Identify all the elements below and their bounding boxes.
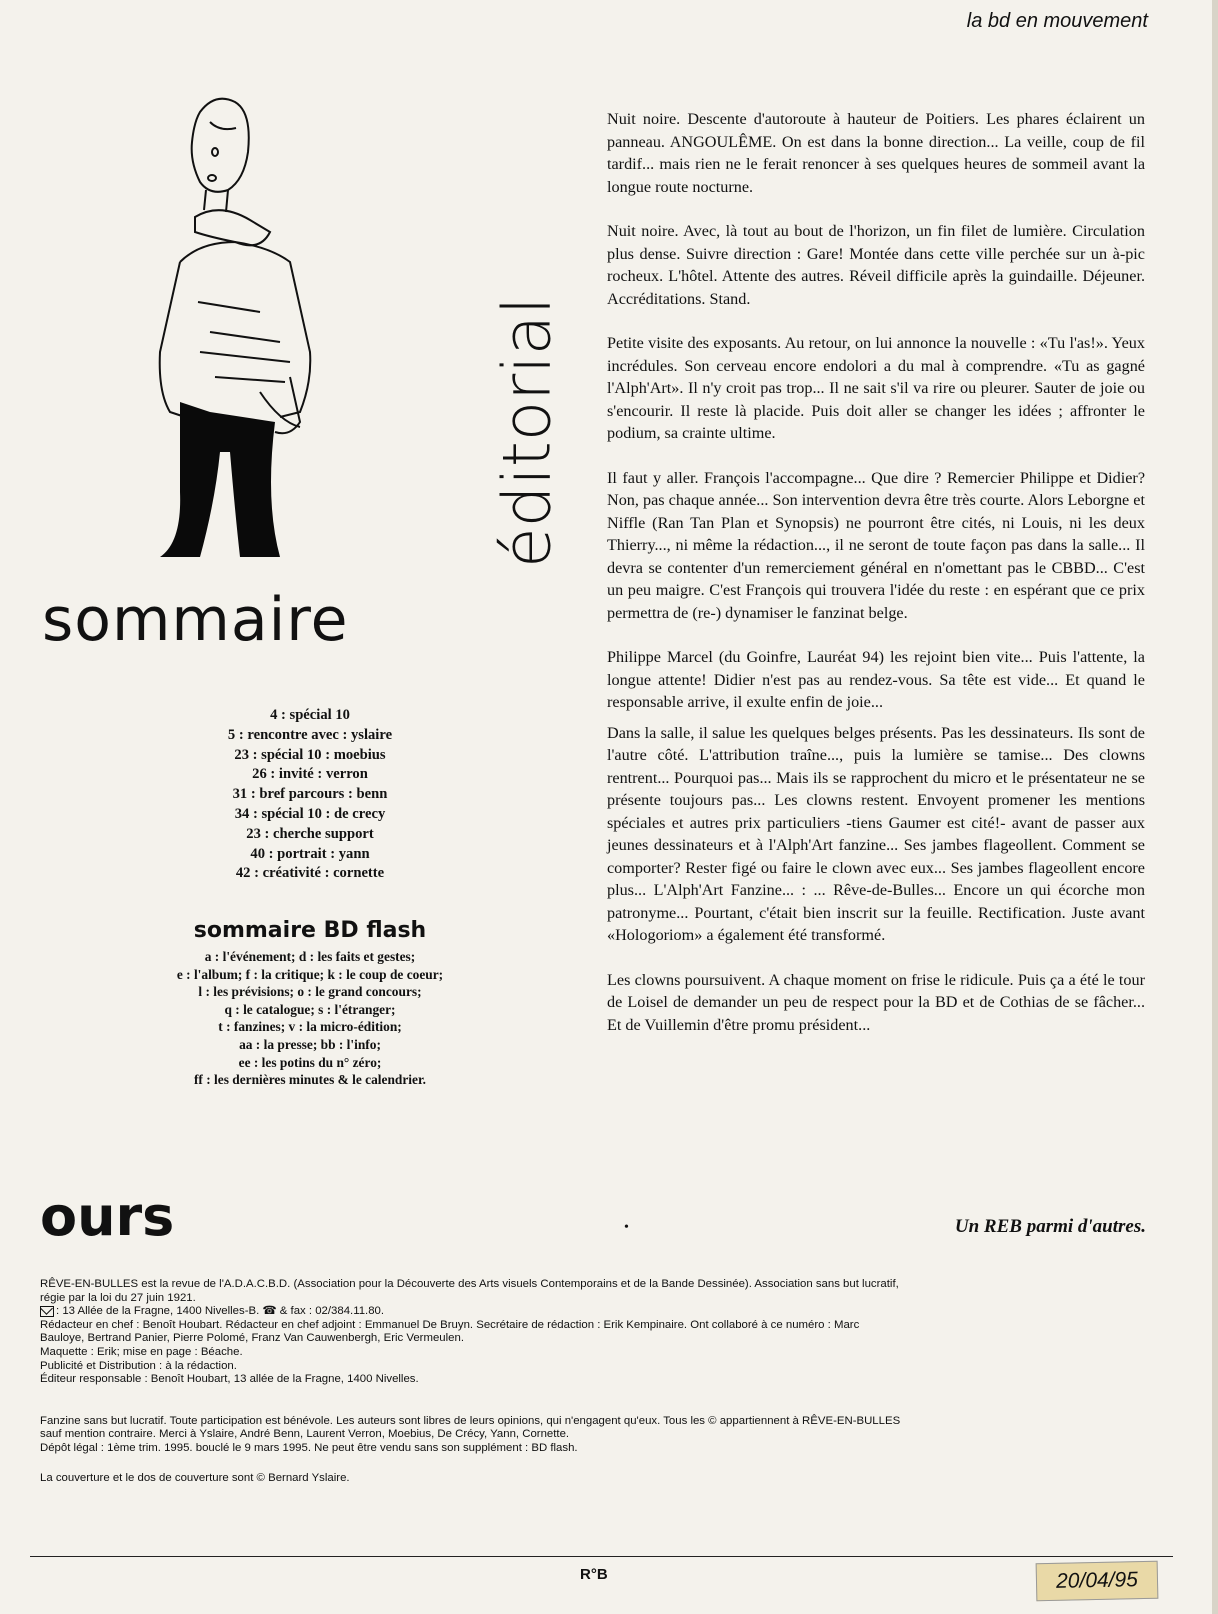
flash-item: q : le catalogue; s : l'étranger;: [224, 1001, 396, 1017]
page-edge: [1212, 0, 1218, 1614]
editorial-article: [607, 108, 1145, 1058]
cover-credit: La couverture et le dos de couverture sont © Bernard Yslaire.: [40, 1471, 350, 1484]
toc-item: 26 : invité : verron: [252, 766, 368, 783]
credits-address-line: [40, 1305, 1130, 1319]
toc-item: 31 : bref parcours : benn: [232, 786, 388, 803]
article-paragraph: Philippe Marcel (du Goinfre, Lauréat 94) les rejoint bien vite... Puis l'attente, la longue attente! Didier n'est pas au rendez-vous. Sa tête est vide... Et quand le responsable arrive, il exulte enfin de joie...: [607, 648, 1145, 711]
credits-line: Fanzine sans but lucratif. Toute participation est bénévole. Les auteurs sont libres de leurs opinions, qui n'engagent qu'eux. Tous les © appartiennent à RÊVE-EN-BULLES: [40, 1414, 901, 1427]
envelope-icon: [40, 1306, 54, 1317]
ours-title: ours: [40, 1185, 175, 1248]
article-paragraph: Nuit noire. Descente d'autoroute à hauteur de Poitiers. Les phares éclairent un panneau. ANGOULÊME. On est dans la bonne direction... La veille, coup de fil tardif... mais rien ne le ferait renoncer à ses quelques heures de sommeil avant la longue route nocturne.: [607, 110, 1145, 196]
flash-item: ee : les potins du n° zéro;: [238, 1054, 382, 1070]
editorial-heading: éditorial: [488, 296, 566, 568]
spacer: [40, 1401, 1130, 1415]
bd-flash-title: sommaire BD flash: [193, 918, 427, 943]
article-signature: Un REB parmi d'autres.: [954, 1216, 1146, 1237]
credits-line: Dépôt légal : 1ème trim. 1995. bouclé le 9 mars 1995. Ne peut être vendu sans son supplément : BD flash.: [40, 1441, 578, 1454]
header-tagline: la bd en mouvement: [966, 10, 1148, 32]
spacer: [40, 1456, 1130, 1472]
flash-item: a : l'événement; d : les faits et gestes;: [204, 949, 416, 964]
credits-line: sauf mention contraire. Merci à Yslaire, André Benn, Laurent Verron, Moebius, De Crécy, Yann, Cornette.: [40, 1428, 570, 1441]
article-paragraph: Dans la salle, il salue les quelques belges présents. Pas les dessinateurs. Ils sont de l'autre côté. L'attribution traîne..., puis la lumière se tamise... Des clowns rentrent... Pourquoi pas... Mais ils se rapprochent du micro et le présentateur ne se présente toujours pas... Les clowns restent. Envoyent promener les mentions spéciales et autres prix particuliers -tiens Gaumer est cité!- avant de passer aux jeunes dessinateurs et à l'Alph'Art fanzine... Ses jambes flageollent. Comment se comporter? Rester figé ou faire le clown avec eux... Ses jambes flageollent encore plus... L'Alph'Art Fanzine... : ... Rêve-de-Bulles... Encore un qui écorche mon patronyme... Pourtant, c'était bien inscrit sur la feuille. Rectification. Juste avant «Hologoriom» a également été transformé.: [607, 723, 1145, 944]
footer-rule: [30, 1556, 1173, 1557]
flash-item: ff : les dernières minutes & le calendrier.: [193, 1072, 427, 1088]
credits-line: Éditeur responsable : Benoît Houbart, 13 allée de la Fragne, 1400 Nivelles.: [40, 1373, 419, 1386]
table-of-contents: [40, 706, 580, 884]
toc-item: 23 : spécial 10 : moebius: [234, 746, 386, 763]
sommaire-title: sommaire: [42, 585, 349, 655]
flash-item: e : l'album; f : la critique; k : le coup de coeur;: [176, 966, 444, 982]
page-mark: R°B: [580, 1566, 608, 1583]
toc-item: 4 : spécial 10: [270, 707, 350, 723]
article-paragraph: Petite visite des exposants. Au retour, on lui annonce la nouvelle : «Tu l'as!». Yeux incrédules. Son cerveau encore endolori a du mal à comprendre. «Tu as gagné l'Alph'Art». Il n'y croit pas trop... Il ne sait s'il va rire ou pleurer. Sauter de joie ou s'encourir. Il reste là placide. Puis doit aller se changer les idées ; affronter le podium, sa crainte ultime.: [607, 334, 1145, 442]
toc-item: 42 : créativité : cornette: [235, 865, 385, 882]
credits-line: Publicité et Distribution : à la rédaction.: [40, 1359, 237, 1372]
bullet-mark: •: [624, 1220, 629, 1235]
spacer: [40, 1387, 1130, 1401]
credits-line: RÊVE-EN-BULLES est la revue de l'A.D.A.C.B.D. (Association pour la Découverte des Arts visuels Contemporains et de la Bande Dessinée). Association sans but lucratif,: [40, 1278, 899, 1290]
handwritten-date-stamp: 20/04/95: [1036, 1561, 1159, 1602]
credits-block: [40, 1278, 1130, 1485]
credits-address-text: : 13 Allée de la Fragne, 1400 Nivelles-B. ☎ & fax : 02/384.11.80.: [56, 1305, 385, 1318]
bd-flash-index: [40, 948, 580, 1089]
credits-line: Rédacteur en chef : Benoît Houbart. Rédacteur en chef adjoint : Emmanuel De Bruyn. Secrétaire de rédaction : Erik Kempinaire. Ont collaboré à ce numéro : Marc: [40, 1318, 860, 1331]
credits-line: Maquette : Erik; mise en page : Béache.: [40, 1345, 243, 1358]
article-paragraph: Nuit noire. Avec, là tout au bout de l'horizon, un fin filet de lumière. Circulation plus dense. Suivre direction : Gare! Montée dans cette ville perchée sur un à-pic rocheux. L'hôtel. Attente des autres. Réveil difficile après la guindaille. Déjeuner. Accréditations. Stand.: [607, 222, 1145, 308]
toc-item: 34 : spécial 10 : de crecy: [234, 805, 386, 822]
flash-item: l : les prévisions; o : le grand concours;: [198, 984, 422, 1000]
flash-item: t : fanzines; v : la micro-édition;: [218, 1019, 402, 1035]
toc-item: 5 : rencontre avec : yslaire: [227, 726, 393, 743]
flash-item: aa : la presse; bb : l'info;: [239, 1036, 381, 1052]
credits-line: Bauloye, Bertrand Panier, Pierre Polomé, Franz Van Cauwenbergh, Eric Vermeulen.: [40, 1332, 464, 1345]
toc-item: 40 : portrait : yann: [250, 845, 370, 862]
woman-illustration: [140, 92, 340, 562]
credits-line: régie par la loi du 27 juin 1921.: [40, 1291, 196, 1304]
article-paragraph: Il faut y aller. François l'accompagne... Que dire ? Remercier Philippe et Didier? Non, pas chaque année... Son intervention devra être très courte. Alors Leborgne et Niffle (Ran Tan Plan et Synopsis) ne pourront être cités, ni Louis, ni les deux Thierry..., ni même la rédaction..., il ne seront de toute façon pas dans la salle... Il devra se contenter d'un remerciement général en n'omettant pas le CBBD... C'est un peu maigre. C'est François qui trouvera l'idée du reste : en espérant que ce prix permettra de (re-) dynamiser le fanzinat belge.: [607, 468, 1145, 622]
toc-item: 23 : cherche support: [246, 825, 374, 842]
article-paragraph: Les clowns poursuivent. A chaque moment on frise le ridicule. Puis ça a été le tour de Loisel de demander un peu de respect pour la BD et de Cothias de se fâcher... Et de Vuillemin d'être promu président...: [607, 970, 1145, 1034]
